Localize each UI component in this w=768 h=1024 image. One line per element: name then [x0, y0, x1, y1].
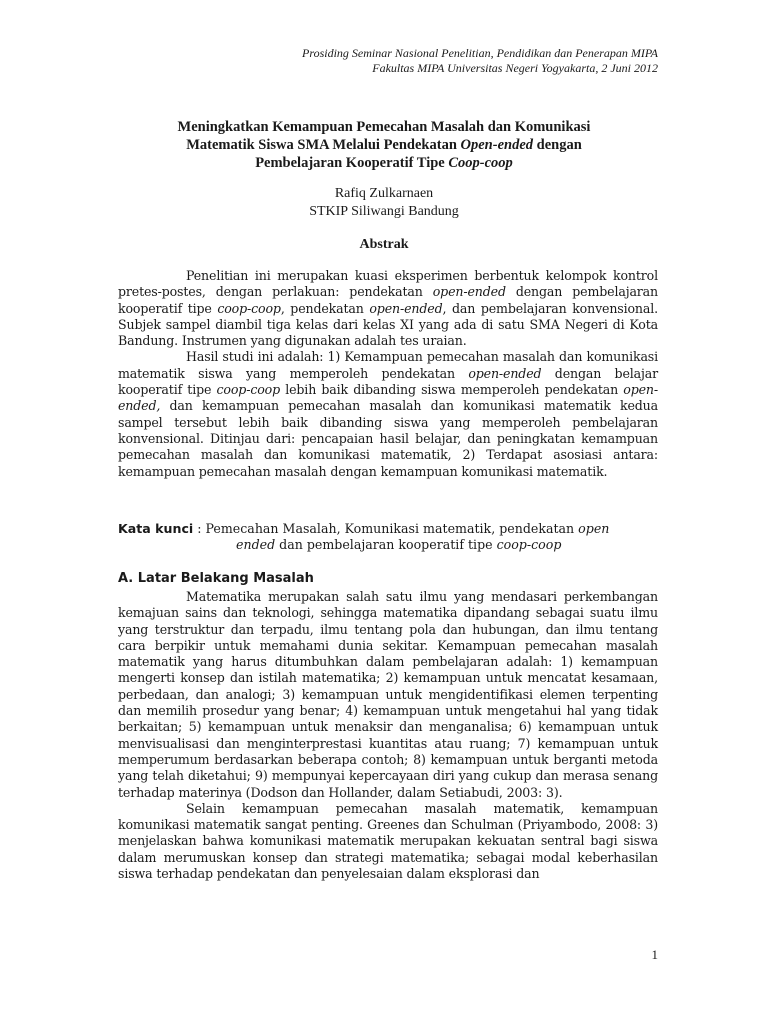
abstract-paragraph-2: Hasil studi ini adalah: 1) Kemampuan pemecahan masalah dan komunikasi matematik siswa yang memperoleh pendekatan open-ended dengan belajar kooperatif tipe coop-coop lebih baik dibanding siswa memperoleh pendekatan open-ended, dan kemampuan pemecahan masalah dan komunikasi matematik kedua sampel tersebut lebih baik dibanding siswa yang memperoleh pembelajaran konvensional. Ditinjau dari: pencapaian hasil belajar, dan peningkatan kemampuan pemecahan masalah dan komunikasi matematik, 2) Terdapat asosiasi antara: kemampuan pemecahan masalah dengan kemampuan komunikasi matematik. [118, 349, 658, 479]
title-line-1: Meningkatkan Kemampuan Pemecahan Masalah dan Komunikasi [177, 119, 591, 135]
author-affiliation: STKIP Siliwangi Bandung [309, 204, 459, 219]
title-line-3: Pembelajaran Kooperatif Tipe Coop-coop [255, 155, 513, 171]
header-line-1: Prosiding Seminar Nasional Penelitian, Pendidikan dan Penerapan MIPA [302, 46, 658, 60]
running-header [302, 46, 658, 76]
title-line-2: Matematik Siswa SMA Melalui Pendekatan Open-ended dengan [186, 137, 582, 153]
paper-title [150, 118, 618, 172]
section-heading: A. Latar Belakang Masalah [118, 571, 314, 586]
abstract-heading: Abstrak [359, 237, 409, 252]
keywords-label: Kata kunci [118, 521, 194, 536]
abstract-body [118, 268, 658, 480]
body-paragraph-2: Selain kemampuan pemecahan masalah matematik, kemampuan komunikasi matematik sangat penting. Greenes dan Schulman (Priyambodo, 2008: 3) menjelaskan bahwa komunikasi matematik merupakan kekuatan sentral bagi siswa dalam merumuskan konsep dan strategi matematika; sebagai modal keberhasilan siswa terhadap pendekatan dan penyelesaian dalam eksplorasi dan [118, 800, 658, 882]
abstract-paragraph-1: Penelitian ini merupakan kuasi eksperimen berbentuk kelompok kontrol pretes-postes, dengan perlakuan: pendekatan open-ended dengan pembelajaran kooperatif tipe coop-coop, pendekatan open-ended, dan pembelajaran konvensional. Subjek sampel diambil tiga kelas dari kelas XI yang ada di satu SMA Negeri di Kota Bandung. Instrumen yang digunakan adalah tes uraian. [118, 268, 658, 349]
author-name: Rafiq Zulkarnaen [334, 186, 434, 201]
keywords: Kata kunci : Pemecahan Masalah, Komunikasi matematik, pendekatan open ended dan pembelajaran kooperatif tipe coop-coop [118, 521, 610, 553]
page-number: 1 [651, 947, 658, 962]
body-paragraph-1: Matematika merupakan salah satu ilmu yang mendasari perkembangan kemajuan sains dan teknologi, sehingga matematika dipandang sebagai suatu ilmu yang terstruktur dan terpadu, ilmu tentang pola dan hubungan, dan ilmu tentang cara berpikir untuk memahami dunia sekitar. Kemampuan pemecahan masalah matematik yang harus ditumbuhkan dalam pembelajaran adalah: 1) kemampuan mengerti konsep dan istilah matematika; 2) kemampuan untuk mencatat kesamaan, perbedaan, dan analogi; 3) kemampuan untuk mengidentifikasi elemen terpenting dan memilih prosedur yang benar; 4) kemampuan untuk mengetahui hal yang tidak berkaitan; 5) kemampuan untuk menaksir dan menganalisa; 6) kemampuan untuk menvisualisasi dan menginterprestasi kuantitas atau ruang; 7) kemampuan untuk memperumum berdasarkan beberapa contoh; 8) kemampuan untuk berganti metoda yang telah diketahui; 9) mempunyai kepercayaan diri yang cukup dan merasa senang terhadap materinya (Dodson dan Hollander, dalam Setiabudi, 2003: 3). [118, 589, 658, 800]
author-block [150, 185, 618, 221]
header-line-2: Fakultas MIPA Universitas Negeri Yogyakarta, 2 Juni 2012 [372, 61, 658, 75]
section-body [118, 589, 658, 882]
